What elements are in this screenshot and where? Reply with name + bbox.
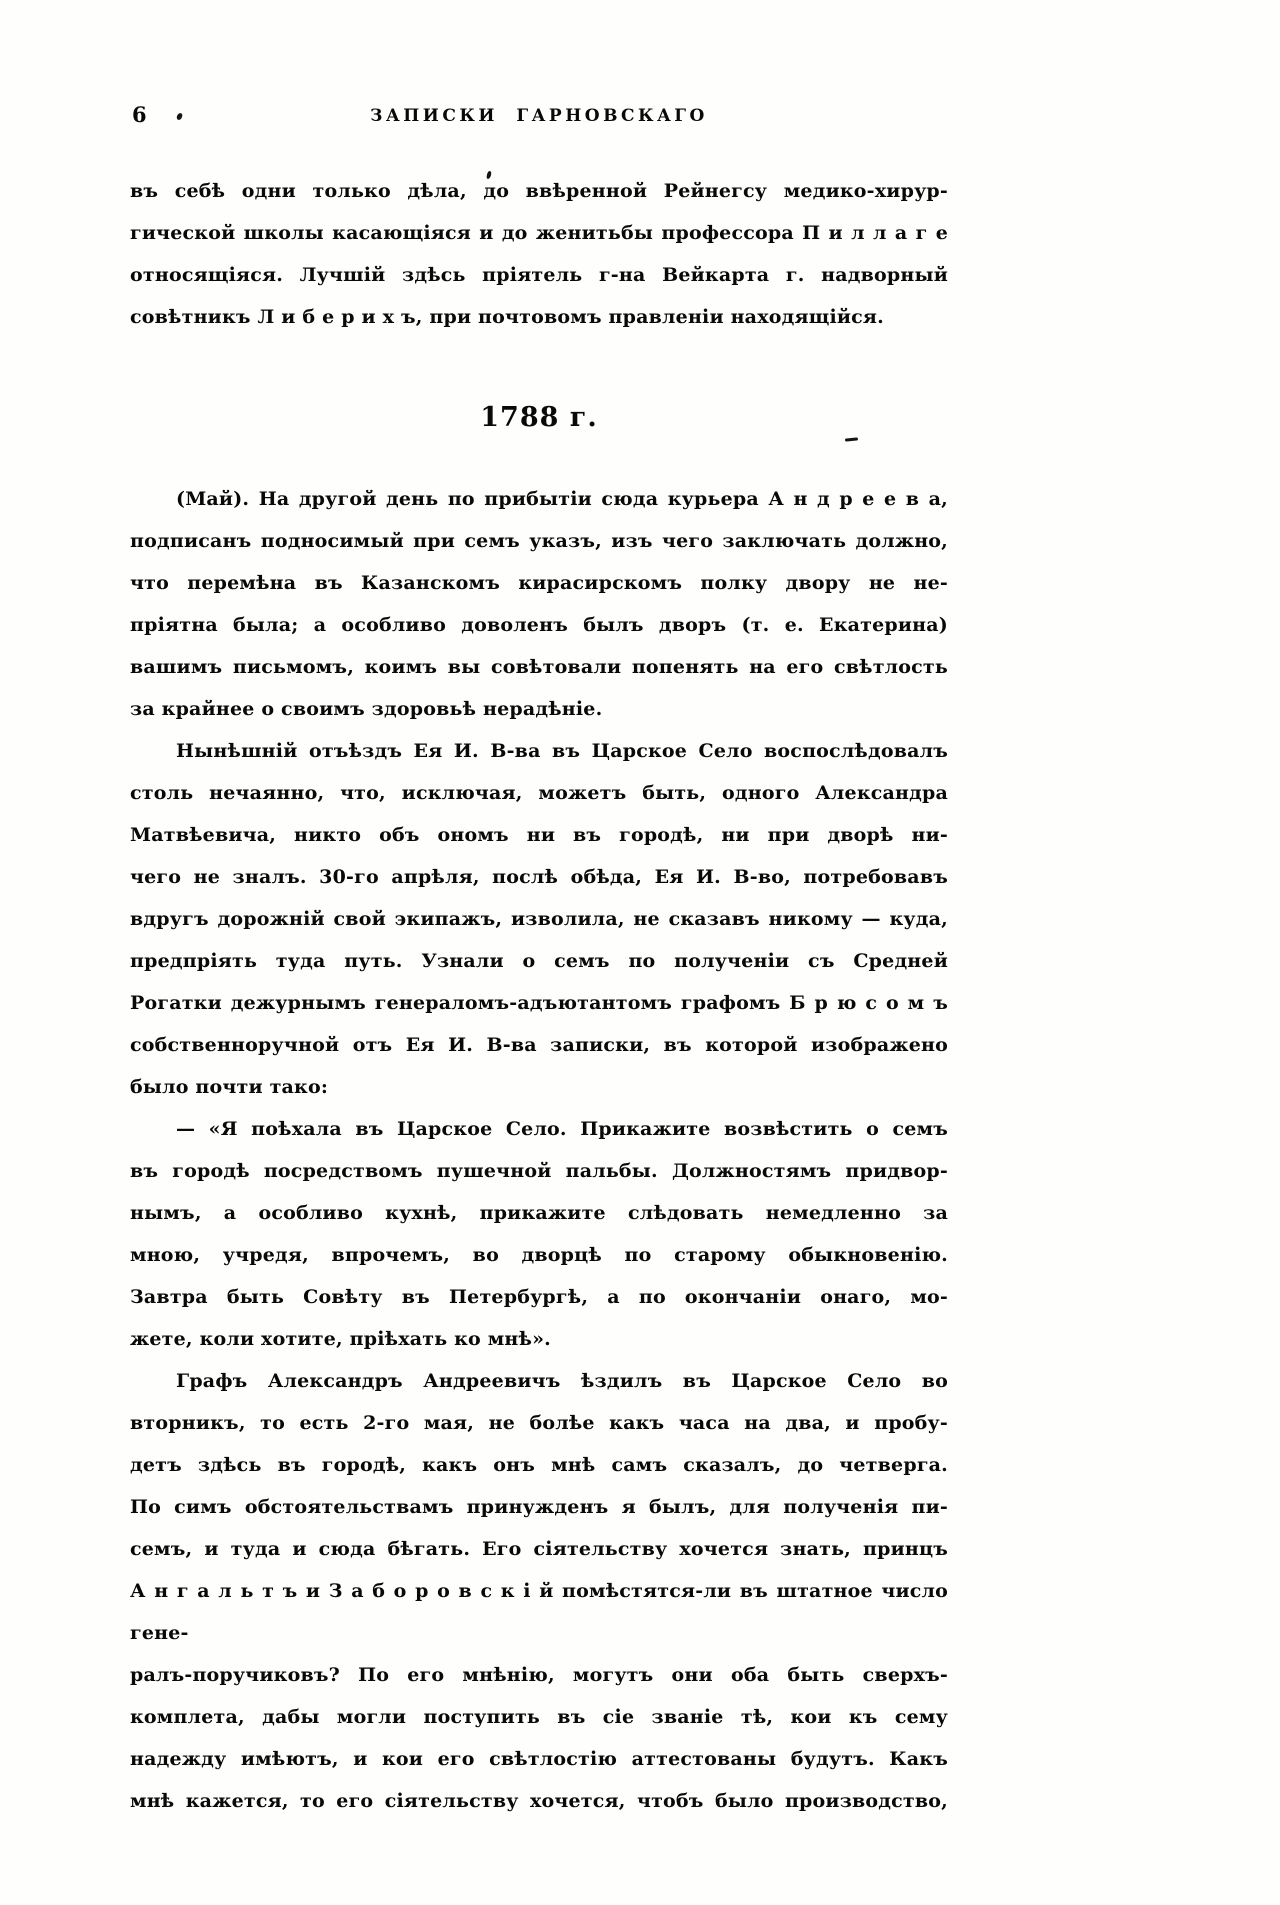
- paragraph: [130, 1360, 948, 1822]
- text-line: вдругъ дорожній свой экипажъ, изволила, не сказавъ никому — куда,: [130, 908, 948, 930]
- text-line: — «Я поѣхала въ Царское Село. Прикажите возвѣстить о семъ: [176, 1118, 948, 1140]
- page-header: [130, 100, 948, 134]
- text-line: Завтра быть Совѣту въ Петербургѣ, а по окончаніи онаго, мо-: [130, 1286, 948, 1308]
- text-line: собственноручной отъ Ея И. В-ва записки, въ которой изображено: [130, 1034, 948, 1056]
- text-line: за крайнее о своимъ здоровьѣ нерадѣніе.: [130, 698, 603, 720]
- running-title: ЗАПИСКИ ГАРНОВСКАГО: [370, 106, 708, 126]
- text-line: въ себѣ одни только дѣла, до ввѣренной Рейнегсу медико-хирур-: [130, 180, 948, 202]
- text-line: ралъ-поручиковъ? По его мнѣнію, могутъ они оба быть сверхъ-: [130, 1664, 948, 1686]
- text-line: чего не зналъ. 30-го апрѣля, послѣ обѣда, Ея И. В-во, потребовавъ: [130, 866, 948, 888]
- text-line: семъ, и туда и сюда бѣгать. Его сіятельству хочется знать, принцъ: [130, 1538, 948, 1560]
- text-line: нымъ, а особливо кухнѣ, прикажите слѣдовать немедленно за: [130, 1202, 948, 1224]
- text-line: мнѣ кажется, то его сіятельству хочется, чтобъ было производство,: [130, 1790, 948, 1812]
- text-line: предпріять туда путь. Узнали о семъ по полученіи съ Средней: [130, 950, 948, 972]
- text-line: было почти тако:: [130, 1076, 329, 1098]
- text-line: А н г а л ь т ъ и З а б о р о в с к і й помѣстятся-ли въ штатное число гене-: [130, 1580, 948, 1644]
- text-line: гической школы касающіяся и до женитьбы профессора П и л л а г е: [130, 222, 948, 244]
- text-line: (Май). На другой день по прибытіи сюда курьера А н д р е е в а,: [176, 488, 948, 510]
- text-line: жете, коли хотите, пріѣхать ко мнѣ».: [130, 1328, 551, 1350]
- paragraph: [130, 170, 948, 338]
- text-line: Графъ Александръ Андреевичъ ѣздилъ въ Царское Село во: [176, 1370, 948, 1392]
- text-line: надежду имѣютъ, и кои его свѣтлостію аттестованы будутъ. Какъ: [130, 1748, 948, 1770]
- section-heading: 1788 г.: [480, 402, 598, 433]
- text-line: вторникъ, то есть 2-го мая, не болѣе какъ часа на два, и пробу-: [130, 1412, 948, 1434]
- text-line: мною, учредя, впрочемъ, во дворцѣ по старому обыкновенію.: [130, 1244, 948, 1266]
- page-number: 6: [132, 102, 147, 127]
- text-line: что перемѣна въ Казанскомъ кирасирскомъ полку двору не не-: [130, 572, 948, 594]
- text-line: относящіяся. Лучшій здѣсь пріятель г-на Вейкарта г. надворный: [130, 264, 948, 286]
- text-line: По симъ обстоятельствамъ принужденъ я былъ, для полученія пи-: [130, 1496, 948, 1518]
- paragraph: [130, 478, 948, 730]
- text-line: комплета, дабы могли поступить въ сіе званіе тѣ, кои къ сему: [130, 1706, 948, 1728]
- text-line: совѣтникъ Л и б е р и х ъ, при почтовомъ правленіи находящійся.: [130, 306, 884, 328]
- text-line: вашимъ письмомъ, коимъ вы совѣтовали попенять на его свѣтлость: [130, 656, 948, 678]
- text-line: детъ здѣсь въ городѣ, какъ онъ мнѣ самъ сказалъ, до четверга.: [130, 1454, 948, 1476]
- paragraph: [130, 730, 948, 1108]
- text-line: Рогатки дежурнымъ генераломъ-адъютантомъ графомъ Б р ю с о м ъ: [130, 992, 948, 1014]
- paragraph-quote: [130, 1108, 948, 1360]
- body-text: [130, 170, 948, 1822]
- text-line: Нынѣшній отъѣздъ Ея И. В-ва въ Царское Село воспослѣдовалъ: [176, 740, 948, 762]
- text-line: подписанъ подносимый при семъ указъ, изъ чего заключать должно,: [130, 530, 948, 552]
- text-line: въ городѣ посредствомъ пушечной пальбы. Должностямъ придвор-: [130, 1160, 948, 1182]
- text-line: столь нечаянно, что, исключая, можетъ быть, одного Александра: [130, 782, 948, 804]
- text-line: Матвѣевича, никто объ ономъ ни въ городѣ, ни при дворѣ ни-: [130, 824, 948, 846]
- text-line: пріятна была; а особливо доволенъ былъ дворъ (т. е. Екатерина): [130, 614, 948, 636]
